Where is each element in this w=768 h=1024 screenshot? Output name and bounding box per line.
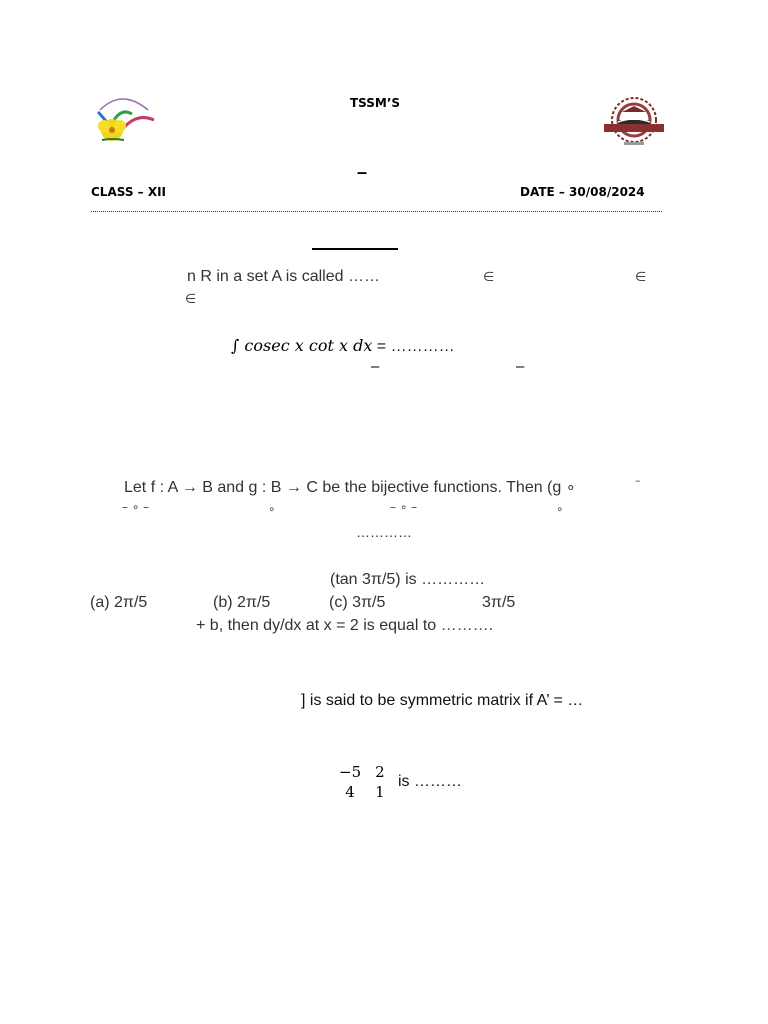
option-row-fragment: ∘ (556, 502, 564, 516)
bijective-blank: ………… (356, 524, 412, 540)
option-d: 3π/5 (482, 594, 516, 611)
header-dash: – (357, 162, 368, 182)
header-divider (91, 211, 662, 212)
matrix-cell: 2 (375, 763, 385, 781)
section-underline (312, 248, 398, 250)
school-logo-left (92, 90, 158, 146)
option-c: (c) 3π/5 (329, 594, 386, 611)
question-tan: (tan 3π/5) is ………… (330, 571, 486, 588)
matrix (332, 762, 392, 802)
matrix-cell: 1 (375, 783, 385, 801)
fraction-bar: – (371, 358, 380, 375)
element-of-symbol: ∈ (185, 292, 197, 307)
element-of-symbol: ∈ (635, 270, 647, 285)
question-symmetric: ] is said to be symmetric matrix if A’ = … (301, 692, 584, 709)
question-bijective: Let f : A → B and g : B → C be the bijective functions. Then (g ∘ (124, 479, 576, 496)
question-integral (231, 336, 455, 356)
option-b: (b) 2π/5 (213, 594, 271, 611)
school-logo-right (600, 94, 668, 150)
option-row-fragment: ∘ (268, 502, 276, 516)
class-label: CLASS – XII (91, 185, 167, 199)
question-relation: n R in a set A is called …… (187, 268, 380, 285)
option-row-fragment: – ∘ – (390, 500, 418, 514)
fraction-bar: – (516, 358, 525, 375)
element-of-symbol: ∈ (483, 270, 495, 285)
question-derivative: + b, then dy/dx at x = 2 is equal to ………. (196, 617, 494, 634)
integral-blank: = ………… (372, 338, 455, 355)
integral-expression: ∫ cosec x cot x dx (231, 336, 373, 355)
matrix-cell: −5 (339, 763, 362, 781)
matrix-cell: 4 (345, 783, 355, 801)
school-title: TSSM’S (350, 96, 401, 110)
date-label: DATE – 30/08/2024 (520, 185, 645, 199)
matrix-question-tail: is ……… (398, 773, 462, 790)
inverse-superscript: – (635, 474, 641, 487)
option-a: (a) 2π/5 (90, 594, 148, 611)
option-row-fragment: – ∘ – (122, 500, 150, 514)
